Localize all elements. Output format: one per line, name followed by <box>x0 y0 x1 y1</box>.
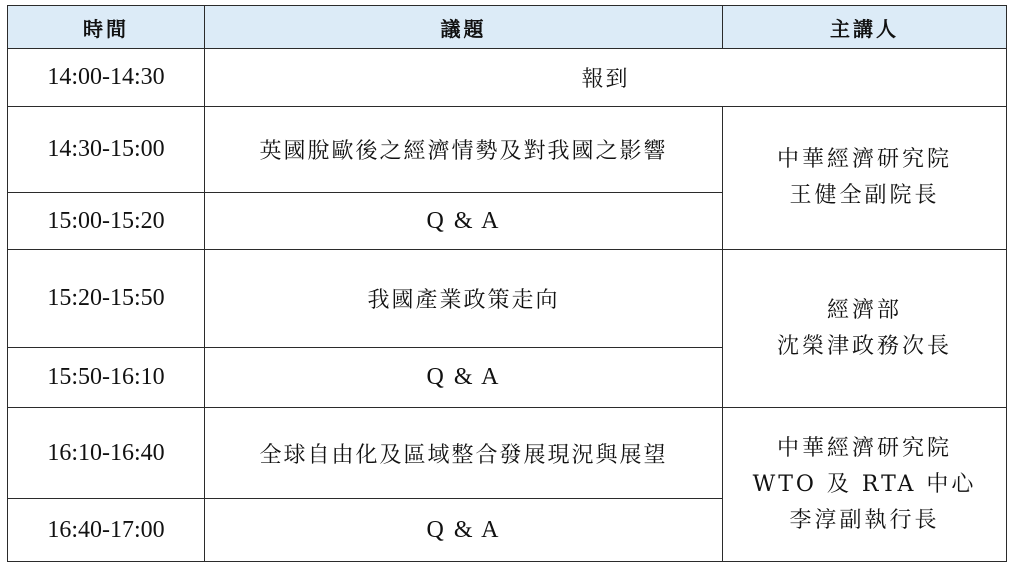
topic-cell: 英國脫歐後之經濟情勢及對我國之影響 <box>205 107 723 193</box>
agenda-table <box>7 5 1007 562</box>
speaker-org: 中華經濟研究院 <box>776 435 952 461</box>
header-row <box>8 6 1007 49</box>
topic-cell: 我國產業政策走向 <box>205 250 723 348</box>
time-cell: 14:30-15:00 <box>8 107 205 193</box>
speaker-name: 李淳副執行長 <box>789 507 940 533</box>
speaker-cell <box>723 107 1007 250</box>
time-cell: 14:00-14:30 <box>8 49 205 107</box>
time-cell: 15:50-16:10 <box>8 348 205 408</box>
time-cell: 16:10-16:40 <box>8 408 205 499</box>
qa-cell: Q & A <box>205 499 723 562</box>
time-cell: 15:00-15:20 <box>8 193 205 250</box>
qa-cell: Q & A <box>205 348 723 408</box>
speaker-cell <box>723 408 1007 562</box>
speaker-org: 經濟部 <box>826 297 902 323</box>
time-cell: 15:20-15:50 <box>8 250 205 348</box>
speaker-org: 中華經濟研究院 <box>776 147 952 172</box>
table-row <box>8 107 1007 193</box>
header-topic: 議題 <box>205 6 723 49</box>
table-row <box>8 49 1007 107</box>
speaker-unit: WTO 及 RTA 中心 <box>752 471 977 497</box>
speaker-cell <box>723 250 1007 408</box>
table-row <box>8 250 1007 348</box>
qa-cell: Q & A <box>205 193 723 250</box>
speaker-name: 王健全副院長 <box>789 183 940 208</box>
speaker-name: 沈榮津政務次長 <box>776 333 952 359</box>
checkin-cell: 報到 <box>205 49 1007 107</box>
time-cell: 16:40-17:00 <box>8 499 205 562</box>
header-speaker: 主講人 <box>723 6 1007 49</box>
topic-cell: 全球自由化及區域整合發展現況與展望 <box>205 408 723 499</box>
table-row <box>8 408 1007 499</box>
header-time: 時間 <box>8 6 205 49</box>
